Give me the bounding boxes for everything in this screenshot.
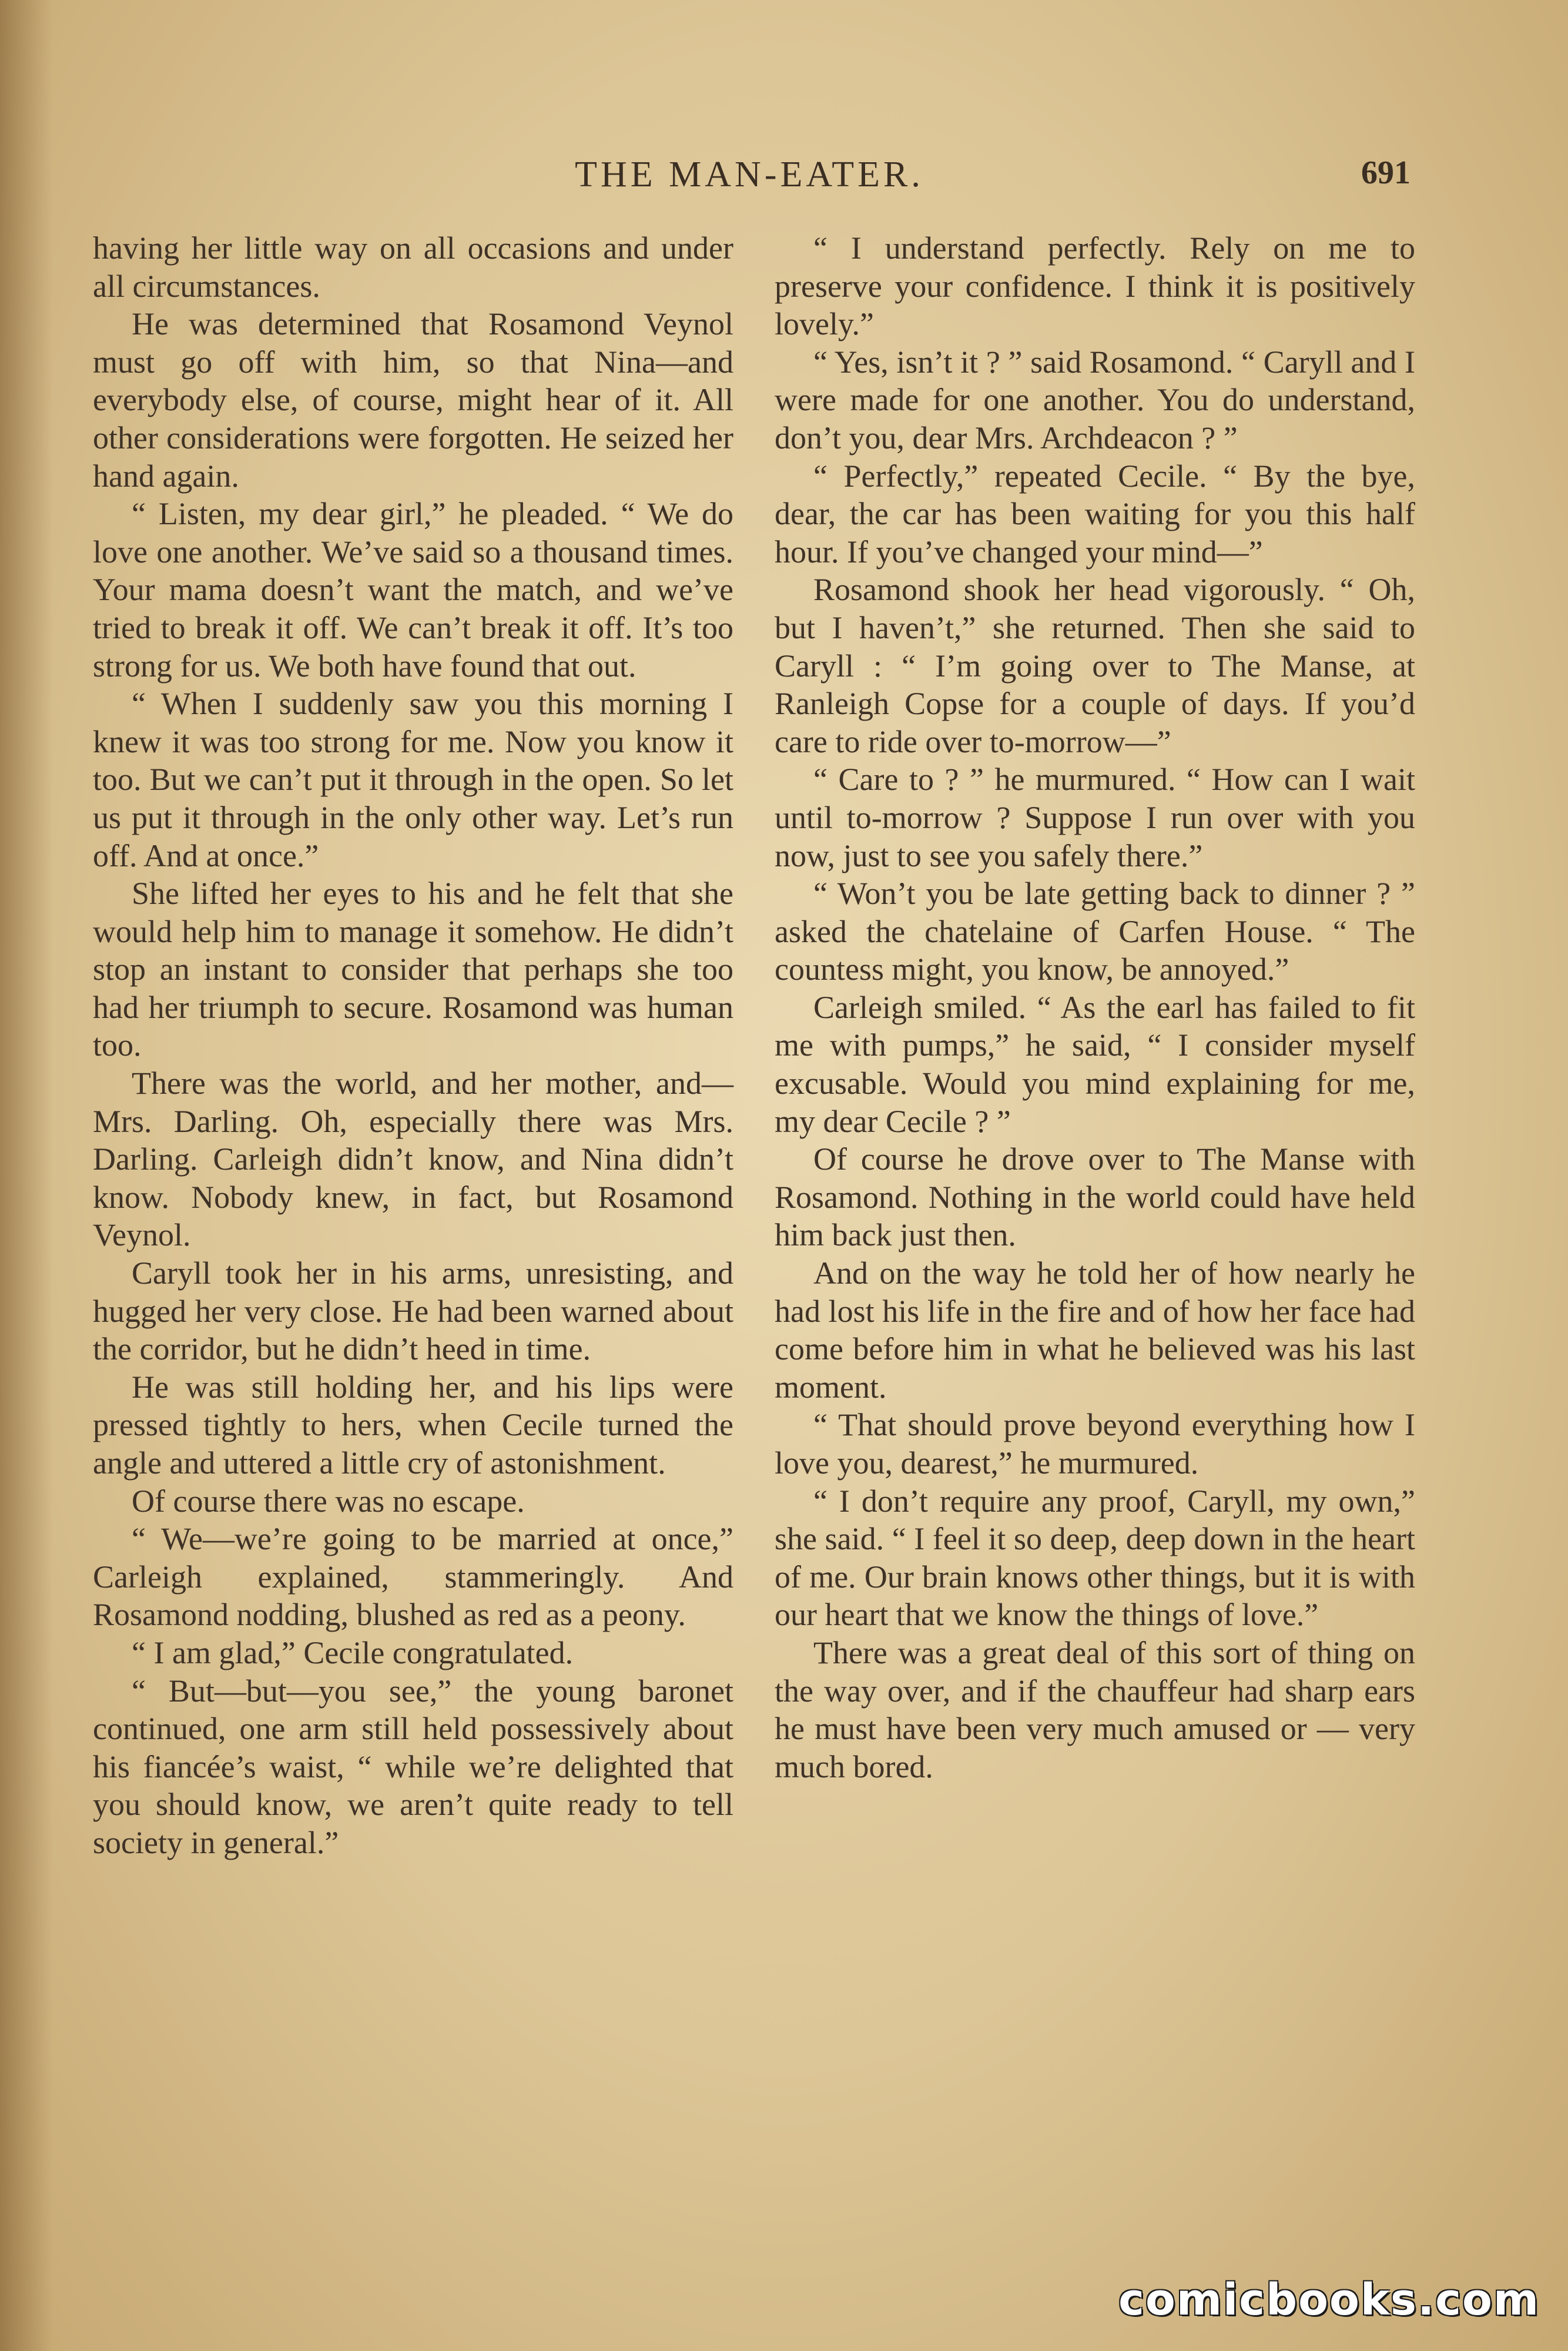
paragraph: “ Care to ? ” he murmured. “ How can I wait until to-morrow ? Suppose I run over with you now, just to see you safely there.” — [775, 762, 1415, 873]
running-title: THE MAN-EATER. — [575, 155, 924, 195]
paragraph: She lifted her eyes to his and he felt that she would help him to manage it somehow. He didn’t stop an instant to consider that perhaps she too had her triumph to secure. Rosamond was human too. — [93, 876, 733, 1063]
paragraph: “ Won’t you be late getting back to dinner ? ” asked the chatelaine of Carfen House. “ The countess might, you know, be annoyed.” — [775, 876, 1415, 987]
paragraph: “ We—we’re going to be married at once,” Carleigh explained, stammeringly. And Rosamond nodding, blushed as red as a peony. — [93, 1521, 733, 1633]
paragraph: Of course he drove over to The Manse with Rosamond. Nothing in the world could have held him back just then. — [775, 1141, 1415, 1253]
paragraph: Carleigh smiled. “ As the earl has failed to fit me with pumps,” he said, “ I consider myself excusable. Would you mind explaining for me, my dear Cecile ? ” — [775, 989, 1415, 1139]
paragraph: “ I don’t require any proof, Caryll, my own,” she said. “ I feel it so deep, deep down in the heart of me. Our brain knows other things, but it is with our heart that we know the things of love.” — [775, 1483, 1415, 1633]
paragraph: There was the world, and her mother, and—Mrs. Darling. Oh, especially there was Mrs. Darling. Carleigh didn’t know, and Nina didn’t know. Nobody knew, in fact, but Rosamond Veynol. — [93, 1066, 733, 1253]
paragraph: He was still holding her, and his lips were pressed tightly to hers, when Cecile turned the angle and uttered a little cry of astonishment. — [93, 1369, 733, 1481]
paragraph: Of course there was no escape. — [132, 1483, 525, 1519]
paragraph: Rosamond shook her head vigorously. “ Oh, but I haven’t,” she returned. Then she said to Caryll : “ I’m going over to The Manse, at Ranleigh Copse for a couple of days. If you’d care to ride over to-morrow—” — [775, 572, 1415, 759]
page-header — [88, 154, 1410, 207]
page-number: 691 — [1361, 155, 1410, 191]
paragraph: having her little way on all occasions and under all circumstances. — [93, 230, 733, 304]
paragraph: “ Listen, my dear girl,” he pleaded. “ We do love one another. We’ve said so a thousand times. Your mama doesn’t want the match, and we’ve tried to break it off. We can’t break it off. It’s too strong for us. We both have found that out. — [93, 496, 733, 684]
paragraph: He was determined that Rosamond Veynol must go off with him, so that Nina—and everybody else, of course, might hear of it. All other considerations were forgotten. He seized her hand again. — [93, 306, 733, 494]
watermark-text: comicbooks.com — [1118, 2275, 1540, 2325]
paragraph: There was a great deal of this sort of thing on the way over, and if the chauffeur had sharp ears he must have been very much amused or — very much bored. — [775, 1635, 1415, 1784]
right-column — [775, 229, 1415, 1786]
paragraph: “ That should prove beyond everything how I love you, dearest,” he murmured. — [775, 1407, 1415, 1481]
spine-shadow — [0, 0, 53, 2351]
paragraph: “ Perfectly,” repeated Cecile. “ By the bye, dear, the car has been waiting for you this half hour. If you’ve changed your mind—” — [775, 458, 1415, 570]
paragraph: And on the way he told her of how nearly he had lost his life in the fire and of how her face had come before him in what he believed was his last moment. — [775, 1255, 1415, 1405]
paragraph: “ I am glad,” Cecile congratulated. — [132, 1635, 574, 1670]
paragraph: Caryll took her in his arms, unresisting, and hugged her very close. He had been warned about the corridor, but he didn’t heed in time. — [93, 1255, 733, 1367]
paragraph: “ I understand perfectly. Rely on me to preserve your confidence. I think it is positively lovely.” — [775, 230, 1415, 342]
left-column — [93, 229, 733, 1862]
paragraph: “ Yes, isn’t it ? ” said Rosamond. “ Caryll and I were made for one another. You do understand, don’t you, dear Mrs. Archdeacon ? ” — [775, 344, 1415, 456]
paragraph: “ But—but—you see,” the young baronet continued, one arm still held possessively about his fiancée’s waist, “ while we’re delighted that you should know, we aren’t quite ready to tell society in general.” — [93, 1673, 733, 1860]
paragraph: “ When I suddenly saw you this morning I knew it was too strong for me. Now you know it too. But we can’t put it through in the open. So let us put it through in the only other way. Let’s run off. And at once.” — [93, 686, 733, 873]
